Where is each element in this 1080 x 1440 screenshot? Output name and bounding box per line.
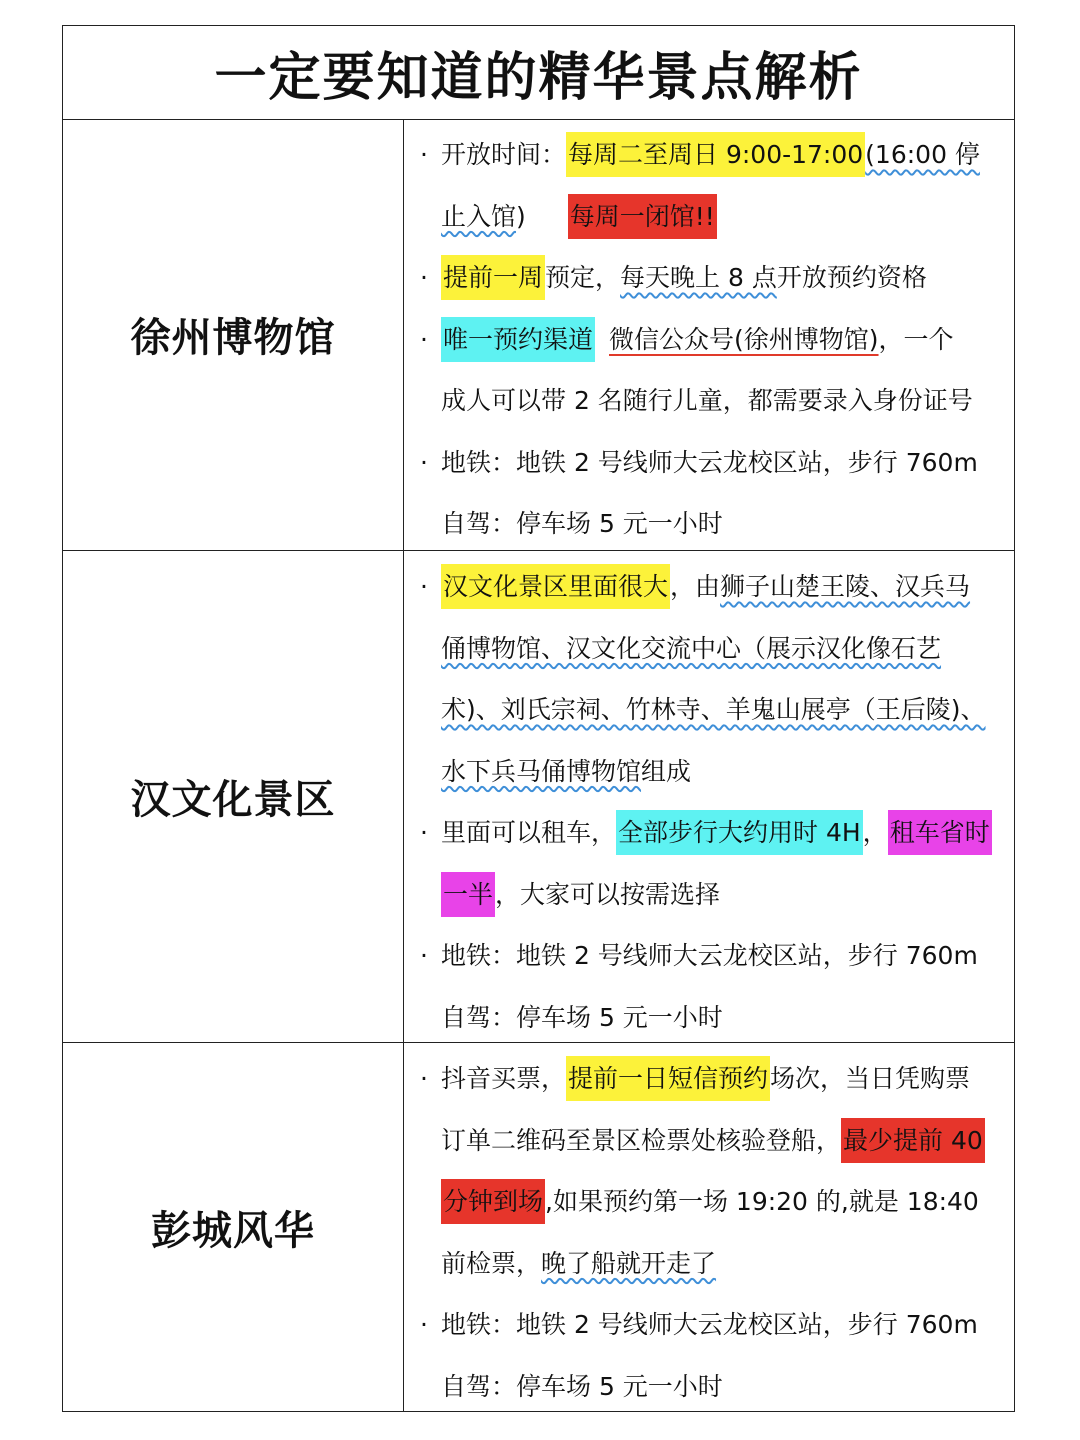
detail-line: 自驾：停车场 5 元一小时 xyxy=(441,509,723,538)
detail-line xyxy=(420,1233,1004,1295)
text: 开放时间： xyxy=(441,140,567,169)
bullet: · xyxy=(420,572,428,601)
detail-line xyxy=(420,679,1004,741)
text: 开放预约资格 xyxy=(776,263,927,292)
text: ，大家可以按需选择 xyxy=(495,879,721,909)
detail-line xyxy=(420,1294,1004,1356)
detail-line: 成人可以带 2 名随行儿童，都需要录入身份证号 xyxy=(441,386,973,415)
attraction-details xyxy=(404,119,1014,550)
red-highlight: 最少提前 40 xyxy=(841,1118,985,1163)
detail-line xyxy=(420,864,1004,926)
detail-line xyxy=(420,124,1004,186)
detail-line xyxy=(420,1171,1004,1233)
text: ， xyxy=(862,818,888,847)
cyan-highlight: 唯一预约渠道 xyxy=(441,317,595,362)
wavy-underline-text: 水下兵马俑博物馆 xyxy=(441,756,642,786)
guide-table xyxy=(62,25,1015,1412)
attraction-details xyxy=(404,1043,1014,1411)
detail-line xyxy=(420,618,1004,680)
text: 预定， xyxy=(545,263,621,292)
bullet: · xyxy=(420,941,428,970)
text: 地铁：地铁 2 号线师大云龙校区站，步行 760m xyxy=(441,941,978,970)
bullet: · xyxy=(420,1310,428,1339)
table-row-xuzhou-museum xyxy=(63,119,1014,551)
text: 里面可以租车， xyxy=(441,818,617,847)
wavy-underline-text: 狮子山楚王陵、汉兵马 xyxy=(720,572,971,601)
text: 地铁：地铁 2 号线师大云龙校区站，步行 760m xyxy=(441,447,978,477)
red-highlight: 每周一闭馆!! xyxy=(568,194,717,239)
attraction-name: 徐州博物馆 xyxy=(63,119,404,550)
text: 组成 xyxy=(641,756,692,786)
text: ，一个 xyxy=(878,324,954,354)
attraction-details xyxy=(404,551,1014,1042)
text: 地铁：地铁 2 号线师大云龙校区站，步行 760m xyxy=(441,1310,978,1339)
bullet: · xyxy=(420,324,428,354)
wavy-underline-text: 术)、刘氏宗祠、竹林寺、羊鬼山展亭（王后陵)、 xyxy=(441,695,986,724)
detail-line xyxy=(420,741,1004,803)
table-row-han-culture-area xyxy=(63,551,1014,1043)
attraction-name: 彭城风华 xyxy=(63,1043,404,1411)
text: 抖音买票， xyxy=(441,1064,567,1093)
red-highlight: 分钟到场 xyxy=(441,1179,545,1224)
yellow-highlight: 提前一日短信预约 xyxy=(566,1056,770,1101)
detail-line xyxy=(420,309,1004,371)
detail-line xyxy=(420,802,1004,864)
text: ，由 xyxy=(670,572,721,601)
detail-line xyxy=(420,925,1004,987)
text: 场次，当日凭购票 xyxy=(770,1064,971,1093)
detail-line xyxy=(420,247,1004,309)
text: ,如果预约第一场 19:20 的,就是 18:40 xyxy=(545,1187,979,1216)
wavy-underline-text: (16:00 停 xyxy=(865,140,980,169)
wavy-underline-text: 晚了船就开走了 xyxy=(541,1248,717,1278)
attraction-name: 汉文化景区 xyxy=(63,551,404,1042)
detail-line xyxy=(420,1048,1004,1110)
magenta-highlight: 租车省时 xyxy=(888,810,992,855)
yellow-highlight: 汉文化景区里面很大 xyxy=(441,564,670,609)
yellow-highlight: 提前一周 xyxy=(441,255,545,300)
bullet: · xyxy=(420,447,428,477)
bullet: · xyxy=(420,818,428,847)
red-underline-text: 微信公众号(徐州博物馆) xyxy=(609,324,879,354)
wavy-underline-text: 俑博物馆、汉文化交流中心（展示汉化像石艺 xyxy=(441,633,942,663)
magenta-highlight: 一半 xyxy=(441,872,495,917)
bullet: · xyxy=(420,263,428,292)
cyan-highlight: 全部步行大约用时 4H xyxy=(616,810,863,855)
table-row-pengcheng-fenghua xyxy=(63,1043,1014,1411)
detail-line xyxy=(420,556,1004,618)
wavy-underline-text: 止入馆 xyxy=(441,201,517,231)
detail-line xyxy=(420,432,1004,494)
detail-line xyxy=(420,1110,1004,1172)
detail-line: 自驾：停车场 5 元一小时 xyxy=(441,1002,723,1032)
bullet: · xyxy=(420,140,428,169)
text: 前检票， xyxy=(441,1248,542,1278)
text: 订单二维码至景区检票处核验登船， xyxy=(441,1125,842,1155)
wavy-underline-text: 每天晚上 8 点 xyxy=(620,263,777,292)
bullet: · xyxy=(420,1064,428,1093)
detail-line xyxy=(420,186,1004,248)
detail-line: 自驾：停车场 5 元一小时 xyxy=(441,1371,723,1401)
yellow-highlight: 每周二至周日 9:00-17:00 xyxy=(566,132,865,177)
page-title: 一定要知道的精华景点解析 xyxy=(63,26,1014,120)
text: ) xyxy=(516,201,526,231)
